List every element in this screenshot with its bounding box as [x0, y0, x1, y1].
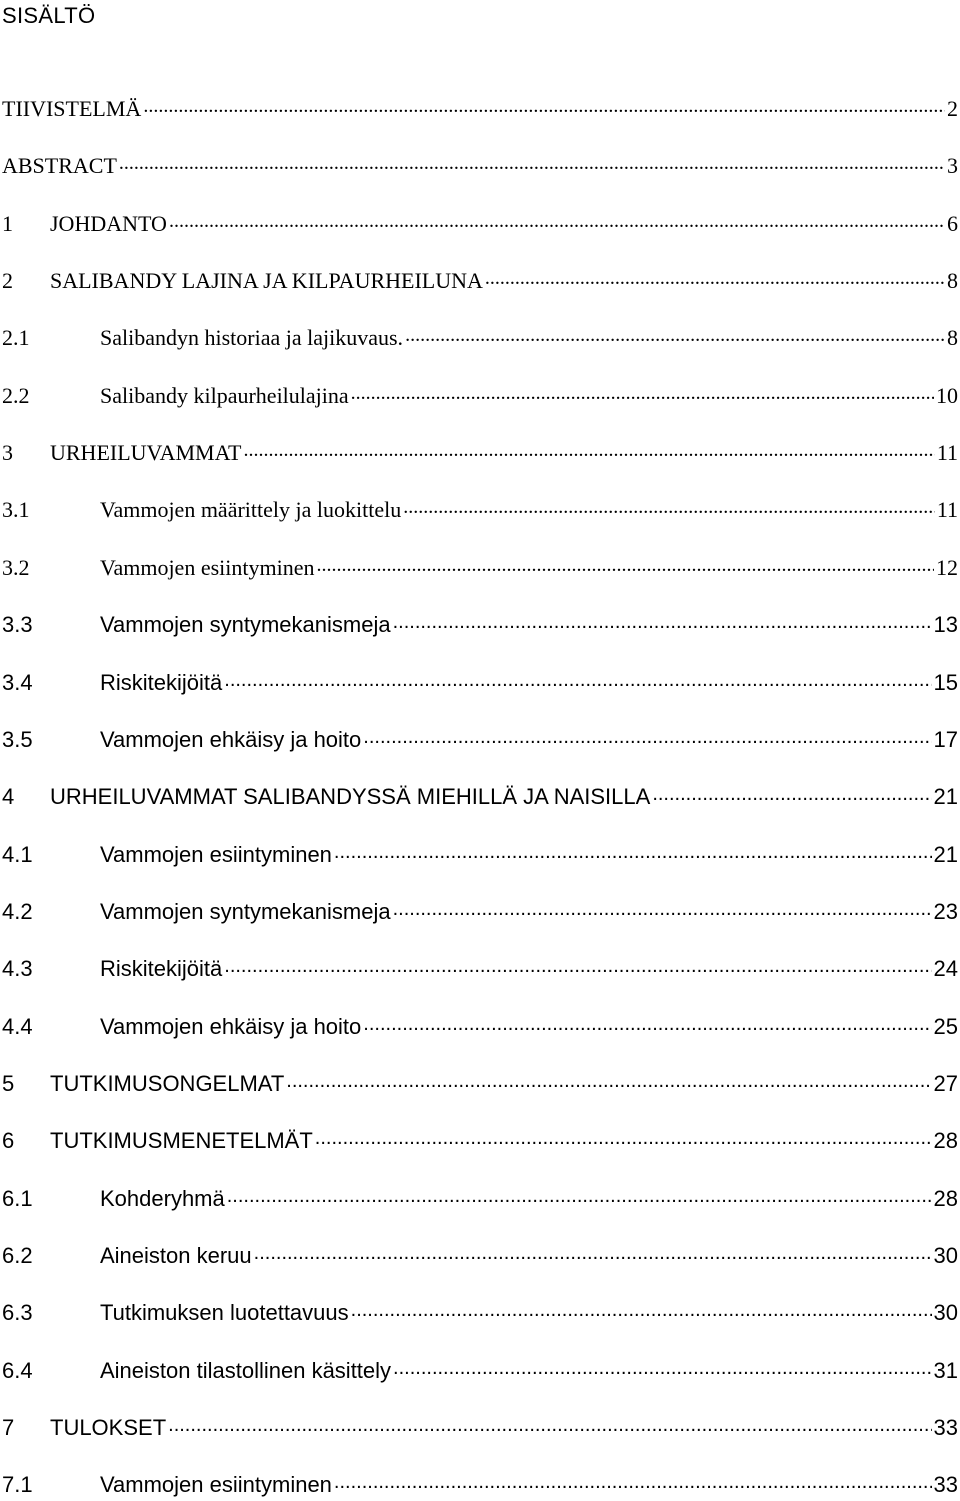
toc-entry-label: TUTKIMUSMENETELMÄT	[50, 1128, 313, 1153]
toc-entry-page-number: 27	[933, 1071, 958, 1096]
toc-entry-label: Vammojen ehkäisy ja hoito	[100, 727, 362, 752]
dot-leader	[393, 612, 932, 632]
toc-entry-page-number: 33	[933, 1472, 958, 1497]
toc-entry-number: 7.1	[2, 1472, 33, 1497]
dot-leader	[393, 899, 932, 919]
toc-entry-page-number: 28	[933, 1186, 958, 1211]
toc-entry-page-number: 21	[933, 784, 958, 809]
toc-entry-number: 3.2	[2, 555, 30, 580]
toc-entry-number: 6	[2, 1128, 15, 1153]
toc-entry[interactable]	[2, 781, 958, 813]
toc-entry-label: TUTKIMUSONGELMAT	[50, 1071, 285, 1096]
toc-entry-page-number: 31	[933, 1358, 958, 1383]
toc-entry-number: 4.4	[2, 1014, 33, 1039]
toc-entry[interactable]	[2, 265, 958, 297]
toc-entry-label: Kohderyhmä	[100, 1186, 225, 1211]
toc-entry-number: 2.2	[2, 383, 30, 408]
toc-entry-number: 5	[2, 1071, 15, 1096]
dot-leader	[119, 153, 945, 173]
toc-entry[interactable]	[2, 1412, 958, 1444]
toc-entry[interactable]	[2, 953, 958, 985]
toc-entry-label: Vammojen esiintyminen	[100, 555, 315, 580]
toc-entry[interactable]	[2, 1240, 958, 1272]
toc-entry-page-number: 30	[933, 1243, 958, 1268]
toc-entry-label: Riskitekijöitä	[100, 670, 223, 695]
toc-entry[interactable]	[2, 724, 958, 756]
toc-entry-page-number: 12	[936, 555, 958, 580]
toc-entry-label: JOHDANTO	[50, 211, 167, 236]
toc-entry-page-number: 8	[947, 268, 958, 293]
toc-entry[interactable]	[2, 667, 958, 699]
toc-entry[interactable]	[2, 1183, 958, 1215]
dot-leader	[227, 1186, 932, 1206]
toc-entry[interactable]	[2, 93, 958, 125]
toc-entry-number: 7	[2, 1415, 15, 1440]
toc-entry[interactable]	[2, 322, 958, 354]
toc-entry-number: 4.3	[2, 956, 33, 981]
toc-entry-number: 1	[2, 211, 13, 236]
dot-leader	[316, 555, 934, 575]
toc-entry-label: Salibandyn historiaa ja lajikuvaus.	[100, 325, 404, 350]
toc-entry[interactable]	[2, 1297, 958, 1329]
toc-entry-label: ABSTRACT	[2, 153, 117, 178]
toc-entry-page-number: 25	[933, 1014, 958, 1039]
toc-entry[interactable]	[2, 208, 958, 240]
toc-entry-page-number: 24	[933, 956, 958, 981]
dot-leader	[315, 1128, 932, 1148]
toc-entry-page-number: 2	[947, 96, 958, 121]
toc-entry-page-number: 28	[933, 1128, 958, 1153]
dot-leader	[334, 842, 932, 862]
toc-entry-label: URHEILUVAMMAT	[50, 440, 242, 465]
page-title: SISÄLTÖ	[2, 3, 96, 28]
dot-leader	[286, 1071, 931, 1091]
toc-entry-number: 6.2	[2, 1243, 33, 1268]
toc-entry-page-number: 15	[933, 670, 958, 695]
dot-leader	[224, 956, 931, 976]
toc-entry-label: Aineiston keruu	[100, 1243, 252, 1268]
toc-entry-number: 3.4	[2, 670, 33, 695]
toc-entry-label: Vammojen esiintyminen	[100, 842, 332, 867]
toc-entry-number: 3.5	[2, 727, 33, 752]
toc-entry-label: SALIBANDY LAJINA JA KILPAURHEILUNA	[50, 268, 483, 293]
toc-entry-label: TULOKSET	[50, 1415, 167, 1440]
dot-leader	[244, 440, 935, 460]
dot-leader	[351, 1300, 932, 1320]
toc-entry-number: 3.1	[2, 497, 30, 522]
dot-leader	[334, 1472, 932, 1492]
toc-entry-page-number: 6	[947, 211, 958, 236]
dot-leader	[363, 727, 931, 747]
toc-entry-number: 3	[2, 440, 13, 465]
toc-entry-number: 6.1	[2, 1186, 33, 1211]
toc-entry-number: 2	[2, 268, 13, 293]
dot-leader	[485, 268, 945, 288]
toc-entry[interactable]	[2, 1011, 958, 1043]
dot-leader	[168, 1415, 931, 1435]
toc-entry-label: Aineiston tilastollinen käsittely	[100, 1358, 392, 1383]
toc-entry-number: 6.3	[2, 1300, 33, 1325]
toc-entry[interactable]	[2, 1469, 958, 1501]
toc-entry-page-number: 21	[933, 842, 958, 867]
toc-entry-page-number: 23	[933, 899, 958, 924]
toc-entry[interactable]	[2, 1355, 958, 1387]
toc-entry-page-number: 17	[933, 727, 958, 752]
toc-entry-label: Vammojen esiintyminen	[100, 1472, 332, 1497]
toc-entry-page-number: 33	[933, 1415, 958, 1440]
toc-entry-label: Vammojen ehkäisy ja hoito	[100, 1014, 362, 1039]
dot-leader	[169, 211, 945, 231]
toc-entry-page-number: 10	[936, 383, 958, 408]
toc-entry[interactable]	[2, 437, 958, 469]
dot-leader	[405, 325, 945, 345]
toc-entry[interactable]	[2, 896, 958, 928]
toc-entry[interactable]	[2, 150, 958, 182]
toc-entry-number: 4.2	[2, 899, 33, 924]
toc-entry[interactable]	[2, 609, 958, 641]
toc-entry-label: Tutkimuksen luotettavuus	[100, 1300, 349, 1325]
dot-leader	[254, 1243, 932, 1263]
toc-entry-label: Salibandy kilpaurheilulajina	[100, 383, 349, 408]
toc-entry-label: Vammojen syntymekanismeja	[100, 899, 391, 924]
toc-entry-number: 4.1	[2, 842, 33, 867]
toc-entry-page-number: 8	[947, 325, 958, 350]
toc-entry-number: 2.1	[2, 325, 30, 350]
dot-leader	[143, 96, 945, 116]
dot-leader	[403, 497, 935, 517]
dot-leader	[351, 383, 934, 403]
toc-entry-page-number: 3	[947, 153, 958, 178]
toc-entry[interactable]	[2, 494, 958, 526]
dot-leader	[393, 1358, 931, 1378]
toc-entry-number: 4	[2, 784, 15, 809]
dot-leader	[652, 784, 931, 804]
toc-entry[interactable]	[2, 1068, 958, 1100]
toc-entry-label: Vammojen syntymekanismeja	[100, 612, 391, 637]
toc-entry-page-number: 11	[936, 440, 958, 465]
toc-entry-label: URHEILUVAMMAT SALIBANDYSSÄ MIEHILLÄ JA NAISILLA	[50, 784, 651, 809]
toc-entry[interactable]	[2, 1125, 958, 1157]
toc-entry-number: 3.3	[2, 612, 33, 637]
toc-entry[interactable]	[2, 380, 958, 412]
toc-entry-label: Riskitekijöitä	[100, 956, 223, 981]
toc-entry[interactable]	[2, 552, 958, 584]
toc-entry-number: 6.4	[2, 1358, 33, 1383]
dot-leader	[363, 1014, 931, 1034]
dot-leader	[224, 670, 931, 690]
toc-entry-label: Vammojen määrittely ja luokittelu	[100, 497, 402, 522]
toc-entry-page-number: 13	[933, 612, 958, 637]
toc-entry-page-number: 30	[933, 1300, 958, 1325]
toc-entry[interactable]	[2, 839, 958, 871]
toc-entry-label: TIIVISTELMÄ	[2, 96, 142, 121]
toc-entry-page-number: 11	[936, 497, 958, 522]
